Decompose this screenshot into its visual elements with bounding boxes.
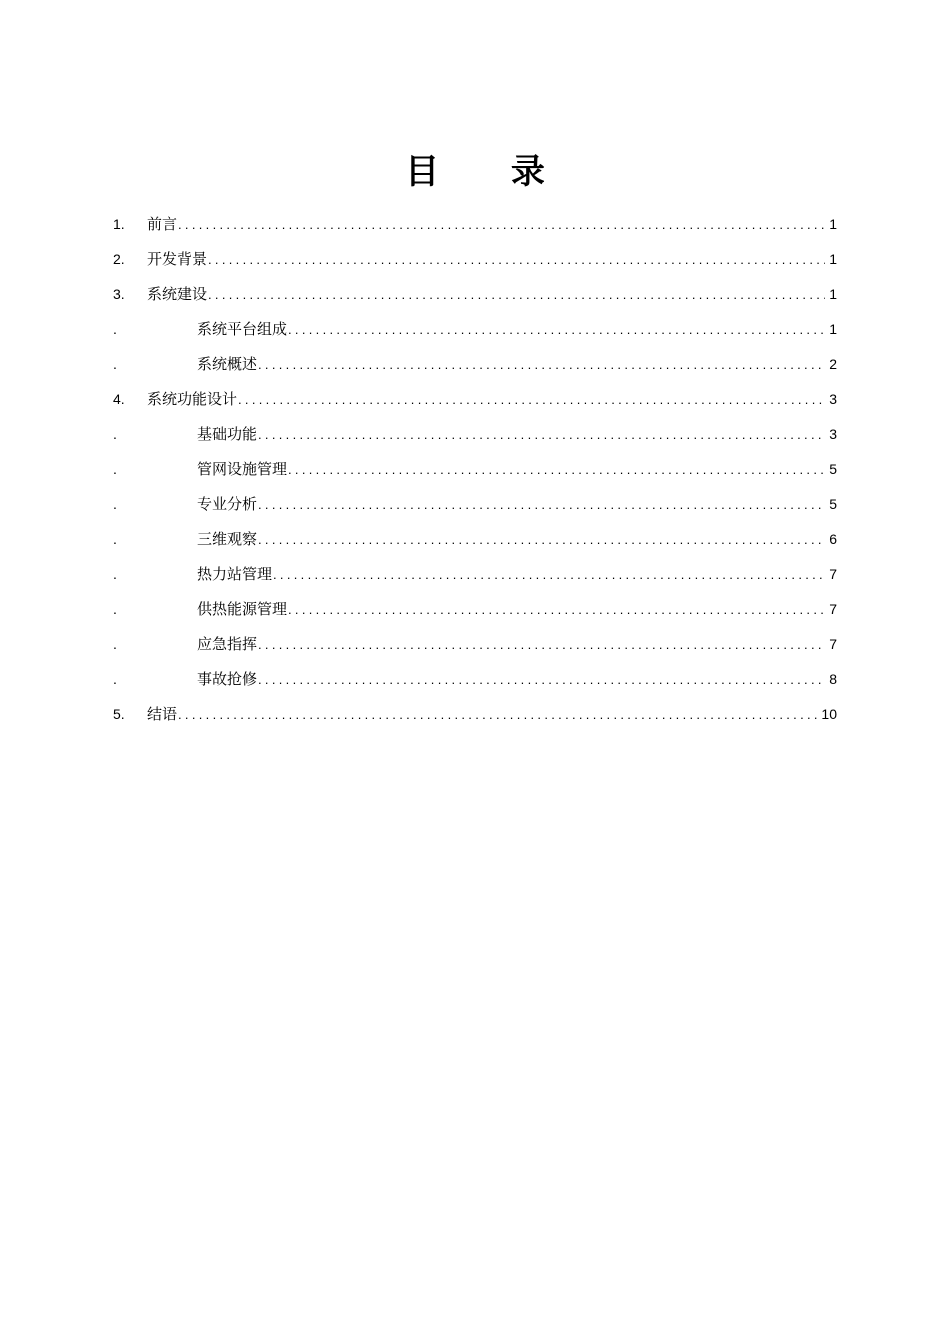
toc-title: 目 录 [405,152,575,192]
toc-dot-leader [258,662,825,697]
toc-entry-number: 3. [113,286,125,302]
toc-dot-leader [288,312,825,347]
toc-entry-page: 3 [829,391,837,407]
toc-entry-label: 系统平台组成 [197,320,288,338]
toc-entry-label: 应急指挥 [197,635,258,653]
toc-entry-label: 供热能源管理 [197,600,288,618]
toc-dot-leader [288,592,825,627]
toc-entry-page: 2 [829,356,837,372]
toc-entry-number: . [113,601,117,617]
toc-entry-label: 开发背景 [147,250,208,268]
toc-entry-page: 7 [829,566,837,582]
toc-entry[interactable] [113,242,837,277]
toc-subentry[interactable] [113,592,837,627]
toc-subentry[interactable] [113,487,837,522]
toc-entry-number: . [113,356,117,372]
toc-entry-page: 5 [829,496,837,512]
toc-subentry[interactable] [113,452,837,487]
toc-entry[interactable] [113,207,837,242]
toc-subentry[interactable] [113,522,837,557]
toc-entry-label: 结语 [147,705,178,723]
toc-subentry[interactable] [113,347,837,382]
toc-entry-label: 三维观察 [197,530,258,548]
toc-entry-number: . [113,461,117,477]
toc-list [113,207,837,732]
toc-entry[interactable] [113,382,837,417]
toc-entry-number: . [113,531,117,547]
toc-entry-label: 专业分析 [197,495,258,513]
toc-dot-leader [258,522,825,557]
toc-entry-page: 5 [829,461,837,477]
toc-subentry[interactable] [113,417,837,452]
toc-dot-leader [208,242,825,277]
toc-dot-leader [258,627,825,662]
toc-entry-page: 7 [829,601,837,617]
toc-dot-leader [258,487,825,522]
toc-entry-label: 系统功能设计 [147,390,238,408]
toc-entry-page: 6 [829,531,837,547]
toc-dot-leader [273,557,825,592]
toc-entry-number: . [113,566,117,582]
toc-subentry[interactable] [113,557,837,592]
toc-entry-page: 8 [829,671,837,687]
toc-entry-label: 前言 [147,215,178,233]
toc-entry-number: . [113,321,117,337]
toc-entry-number: . [113,636,117,652]
toc-dot-leader [258,347,825,382]
toc-entry-page: 1 [829,321,837,337]
toc-entry-number: 2. [113,251,125,267]
toc-entry[interactable] [113,277,837,312]
toc-entry-label: 基础功能 [197,425,258,443]
toc-subentry[interactable] [113,312,837,347]
toc-entry-page: 3 [829,426,837,442]
toc-entry-number: . [113,496,117,512]
toc-subentry[interactable] [113,662,837,697]
toc-entry-label: 热力站管理 [197,565,273,583]
toc-entry-number: 1. [113,216,125,232]
toc-entry-number: . [113,671,117,687]
toc-dot-leader [258,417,825,452]
toc-entry-page: 10 [821,706,837,722]
toc-entry-label: 系统建设 [147,285,208,303]
toc-entry-label: 系统概述 [197,355,258,373]
toc-entry-number: 5. [113,706,125,722]
toc-dot-leader [288,452,825,487]
toc-entry-number: . [113,426,117,442]
toc-entry-page: 1 [829,216,837,232]
toc-entry-page: 7 [829,636,837,652]
toc-subentry[interactable] [113,627,837,662]
toc-dot-leader [178,207,825,242]
toc-dot-leader [238,382,825,417]
toc-dot-leader [178,697,817,732]
toc-entry[interactable] [113,697,837,732]
toc-entry-page: 1 [829,251,837,267]
toc-entry-page: 1 [829,286,837,302]
toc-entry-number: 4. [113,391,125,407]
toc-entry-label: 管网设施管理 [197,460,288,478]
toc-entry-label: 事故抢修 [197,670,258,688]
toc-dot-leader [208,277,825,312]
